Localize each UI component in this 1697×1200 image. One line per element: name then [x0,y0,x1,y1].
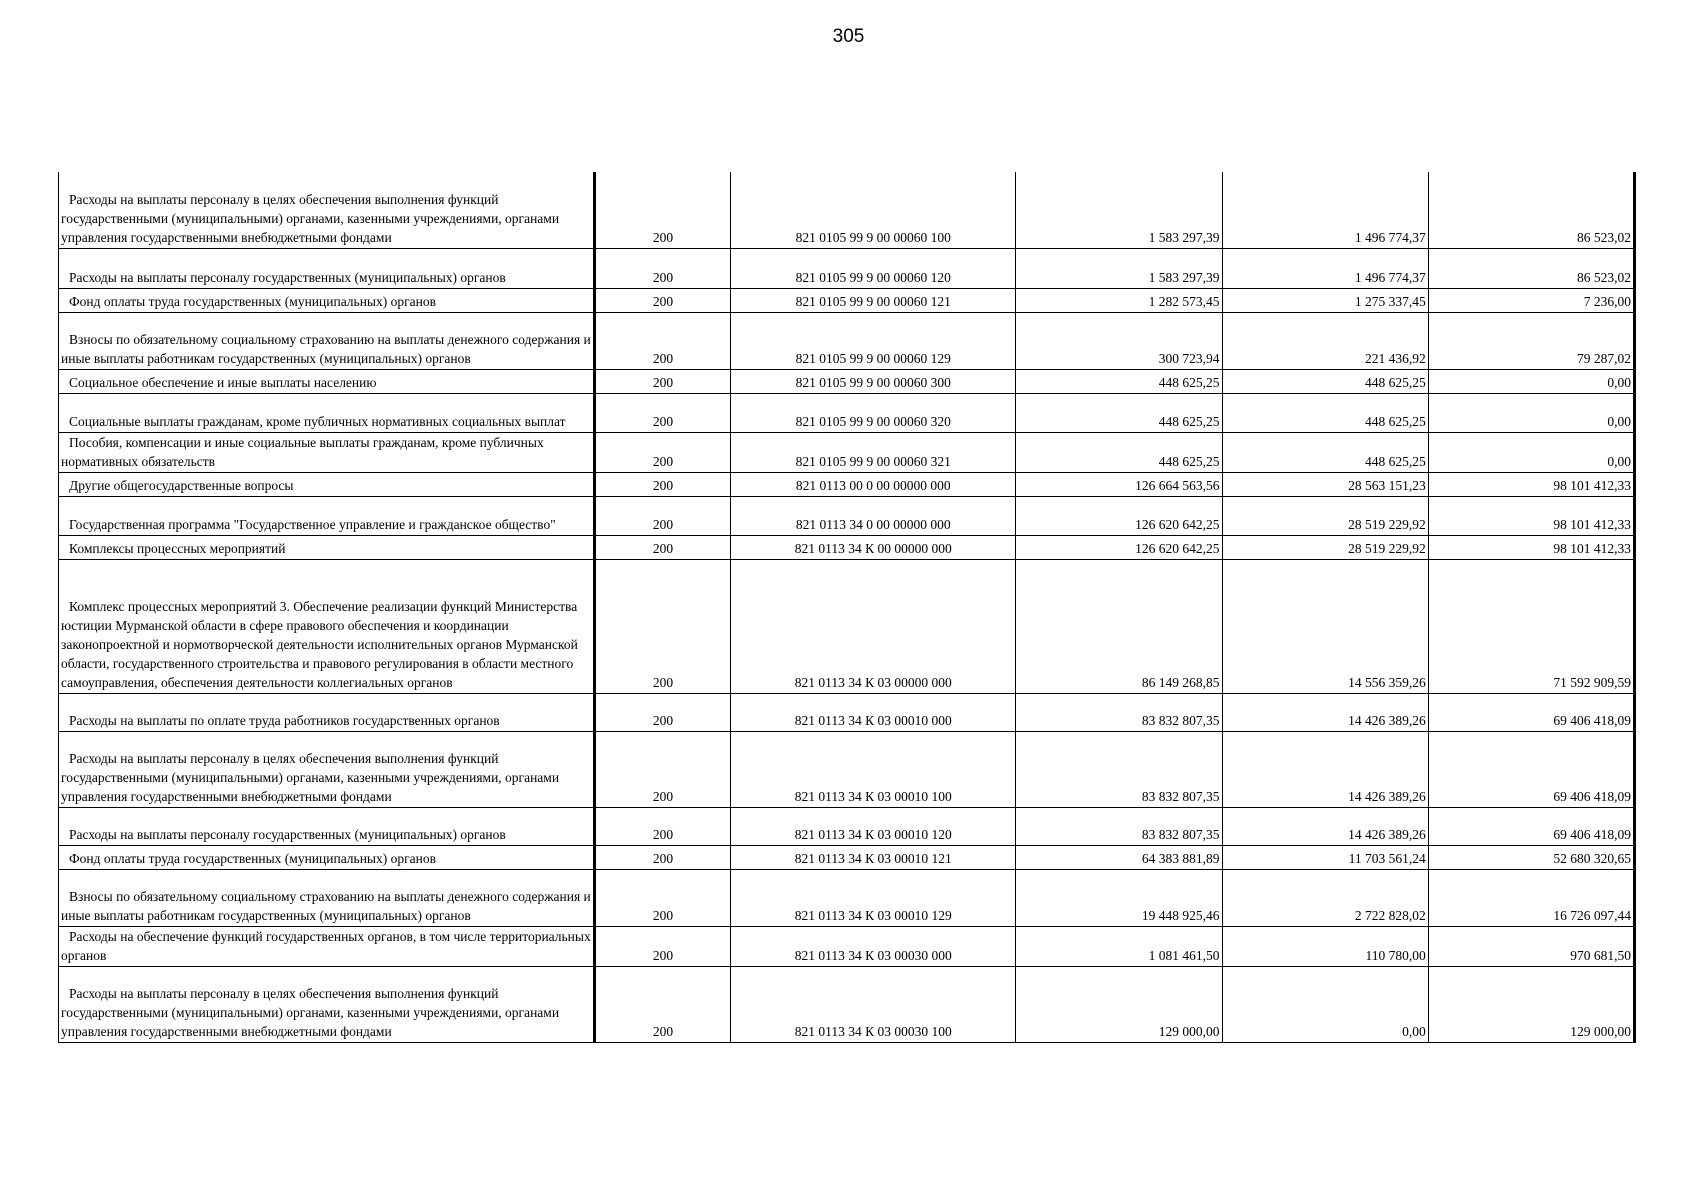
budget-execution-table [58,172,1636,1043]
row-executed-amount: 14 426 389,26 [1222,693,1428,731]
row-budget-code: 821 0113 34 К 03 00010 100 [731,731,1016,807]
row-name: Пособия, компенсации и иные социальные выплаты гражданам, кроме публичных нормативных обязательств [59,432,595,472]
page-number: 305 [832,26,865,47]
row-name: Расходы на обеспечение функций государственных органов, в том числе территориальных органов [59,926,595,966]
row-unexecuted-amount: 0,00 [1428,369,1634,393]
row-unexecuted-amount: 79 287,02 [1428,312,1634,369]
table-row [59,312,1635,369]
row-approved-amount: 448 625,25 [1016,432,1222,472]
table-row [59,248,1635,288]
row-line-code: 200 [594,966,730,1042]
table-row [59,693,1635,731]
row-approved-amount: 19 448 925,46 [1016,869,1222,926]
row-unexecuted-amount: 86 523,02 [1428,172,1634,248]
table-row [59,845,1635,869]
table-row [59,966,1635,1042]
row-unexecuted-amount: 98 101 412,33 [1428,496,1634,535]
row-budget-code: 821 0113 34 К 00 00000 000 [731,535,1016,559]
row-line-code: 200 [594,926,730,966]
row-line-code: 200 [594,472,730,496]
row-approved-amount: 1 583 297,39 [1016,248,1222,288]
row-budget-code: 821 0105 99 9 00 00060 100 [731,172,1016,248]
row-line-code: 200 [594,693,730,731]
row-approved-amount: 1 081 461,50 [1016,926,1222,966]
row-unexecuted-amount: 16 726 097,44 [1428,869,1634,926]
row-name: Фонд оплаты труда государственных (муниципальных) органов [59,288,595,312]
table-row [59,369,1635,393]
row-line-code: 200 [594,312,730,369]
row-executed-amount: 28 563 151,23 [1222,472,1428,496]
row-budget-code: 821 0113 34 К 03 00030 100 [731,966,1016,1042]
row-budget-code: 821 0113 34 К 03 00010 129 [731,869,1016,926]
row-name: Комплекс процессных мероприятий 3. Обеспечение реализации функций Министерства юстиции Мурманской области в сфере правового обеспечения и координации законопроектной и нормотворческой деятельности исполнительных органов Мурманской области, государственного строительства и правового регулирования в области местного самоуправления, обеспечения деятельности коллегиальных органов [59,559,595,693]
row-name: Социальное обеспечение и иные выплаты населению [59,369,595,393]
row-executed-amount: 11 703 561,24 [1222,845,1428,869]
row-budget-code: 821 0105 99 9 00 00060 129 [731,312,1016,369]
row-name: Государственная программа "Государственное управление и гражданское общество" [59,496,595,535]
row-line-code: 200 [594,731,730,807]
row-line-code: 200 [594,432,730,472]
row-budget-code: 821 0113 34 0 00 00000 000 [731,496,1016,535]
row-unexecuted-amount: 7 236,00 [1428,288,1634,312]
table-row [59,472,1635,496]
row-executed-amount: 2 722 828,02 [1222,869,1428,926]
row-line-code: 200 [594,535,730,559]
row-line-code: 200 [594,393,730,432]
row-line-code: 200 [594,248,730,288]
row-line-code: 200 [594,288,730,312]
row-approved-amount: 83 832 807,35 [1016,807,1222,845]
row-approved-amount: 83 832 807,35 [1016,693,1222,731]
row-approved-amount: 126 620 642,25 [1016,496,1222,535]
row-name: Расходы на выплаты персоналу государственных (муниципальных) органов [59,248,595,288]
row-name: Комплексы процессных мероприятий [59,535,595,559]
row-name: Расходы на выплаты персоналу в целях обеспечения выполнения функций государственными (муниципальными) органами, казенными учреждениями, органами управления государственными внебюджетными фондами [59,966,595,1042]
row-line-code: 200 [594,845,730,869]
row-approved-amount: 64 383 881,89 [1016,845,1222,869]
row-unexecuted-amount: 71 592 909,59 [1428,559,1634,693]
row-line-code: 200 [594,172,730,248]
row-unexecuted-amount: 86 523,02 [1428,248,1634,288]
row-approved-amount: 126 664 563,56 [1016,472,1222,496]
table-row [59,926,1635,966]
table-row [59,535,1635,559]
row-budget-code: 821 0113 00 0 00 00000 000 [731,472,1016,496]
row-unexecuted-amount: 970 681,50 [1428,926,1634,966]
row-executed-amount: 221 436,92 [1222,312,1428,369]
row-executed-amount: 448 625,25 [1222,369,1428,393]
row-executed-amount: 1 275 337,45 [1222,288,1428,312]
row-name: Расходы на выплаты по оплате труда работников государственных органов [59,693,595,731]
row-line-code: 200 [594,807,730,845]
row-unexecuted-amount: 69 406 418,09 [1428,693,1634,731]
row-approved-amount: 1 583 297,39 [1016,172,1222,248]
row-unexecuted-amount: 69 406 418,09 [1428,731,1634,807]
row-name: Социальные выплаты гражданам, кроме публичных нормативных социальных выплат [59,393,595,432]
row-approved-amount: 448 625,25 [1016,393,1222,432]
row-executed-amount: 448 625,25 [1222,393,1428,432]
row-name: Другие общегосударственные вопросы [59,472,595,496]
table-row [59,731,1635,807]
row-unexecuted-amount: 69 406 418,09 [1428,807,1634,845]
table-row [59,807,1635,845]
row-approved-amount: 129 000,00 [1016,966,1222,1042]
row-approved-amount: 300 723,94 [1016,312,1222,369]
row-approved-amount: 86 149 268,85 [1016,559,1222,693]
row-approved-amount: 1 282 573,45 [1016,288,1222,312]
row-approved-amount: 83 832 807,35 [1016,731,1222,807]
row-approved-amount: 448 625,25 [1016,369,1222,393]
row-budget-code: 821 0105 99 9 00 00060 321 [731,432,1016,472]
table-row [59,496,1635,535]
row-unexecuted-amount: 98 101 412,33 [1428,535,1634,559]
row-budget-code: 821 0105 99 9 00 00060 120 [731,248,1016,288]
row-executed-amount: 0,00 [1222,966,1428,1042]
table-row [59,288,1635,312]
row-budget-code: 821 0105 99 9 00 00060 121 [731,288,1016,312]
row-line-code: 200 [594,369,730,393]
table-row [59,559,1635,693]
table-body [59,172,1635,1042]
row-name: Расходы на выплаты персоналу государственных (муниципальных) органов [59,807,595,845]
row-executed-amount: 1 496 774,37 [1222,248,1428,288]
row-line-code: 200 [594,869,730,926]
row-executed-amount: 14 426 389,26 [1222,807,1428,845]
row-approved-amount: 126 620 642,25 [1016,535,1222,559]
row-name: Расходы на выплаты персоналу в целях обеспечения выполнения функций государственными (муниципальными) органами, казенными учреждениями, органами управления государственными внебюджетными фондами [59,172,595,248]
row-unexecuted-amount: 98 101 412,33 [1428,472,1634,496]
table-row [59,869,1635,926]
row-line-code: 200 [594,496,730,535]
row-executed-amount: 28 519 229,92 [1222,535,1428,559]
row-executed-amount: 14 426 389,26 [1222,731,1428,807]
row-unexecuted-amount: 52 680 320,65 [1428,845,1634,869]
table-row [59,172,1635,248]
row-executed-amount: 448 625,25 [1222,432,1428,472]
row-executed-amount: 28 519 229,92 [1222,496,1428,535]
row-budget-code: 821 0113 34 К 03 00000 000 [731,559,1016,693]
row-budget-code: 821 0113 34 К 03 00030 000 [731,926,1016,966]
table-row [59,432,1635,472]
row-line-code: 200 [594,559,730,693]
row-budget-code: 821 0113 34 К 03 00010 000 [731,693,1016,731]
table-row [59,393,1635,432]
row-budget-code: 821 0113 34 К 03 00010 121 [731,845,1016,869]
row-executed-amount: 1 496 774,37 [1222,172,1428,248]
row-unexecuted-amount: 0,00 [1428,432,1634,472]
row-executed-amount: 14 556 359,26 [1222,559,1428,693]
row-budget-code: 821 0105 99 9 00 00060 300 [731,369,1016,393]
row-budget-code: 821 0105 99 9 00 00060 320 [731,393,1016,432]
row-budget-code: 821 0113 34 К 03 00010 120 [731,807,1016,845]
row-unexecuted-amount: 0,00 [1428,393,1634,432]
row-name: Фонд оплаты труда государственных (муниципальных) органов [59,845,595,869]
row-name: Взносы по обязательному социальному страхованию на выплаты денежного содержания и иные выплаты работникам государственных (муниципальных) органов [59,869,595,926]
row-name: Взносы по обязательному социальному страхованию на выплаты денежного содержания и иные выплаты работникам государственных (муниципальных) органов [59,312,595,369]
row-unexecuted-amount: 129 000,00 [1428,966,1634,1042]
row-executed-amount: 110 780,00 [1222,926,1428,966]
row-name: Расходы на выплаты персоналу в целях обеспечения выполнения функций государственными (муниципальными) органами, казенными учреждениями, органами управления государственными внебюджетными фондами [59,731,595,807]
